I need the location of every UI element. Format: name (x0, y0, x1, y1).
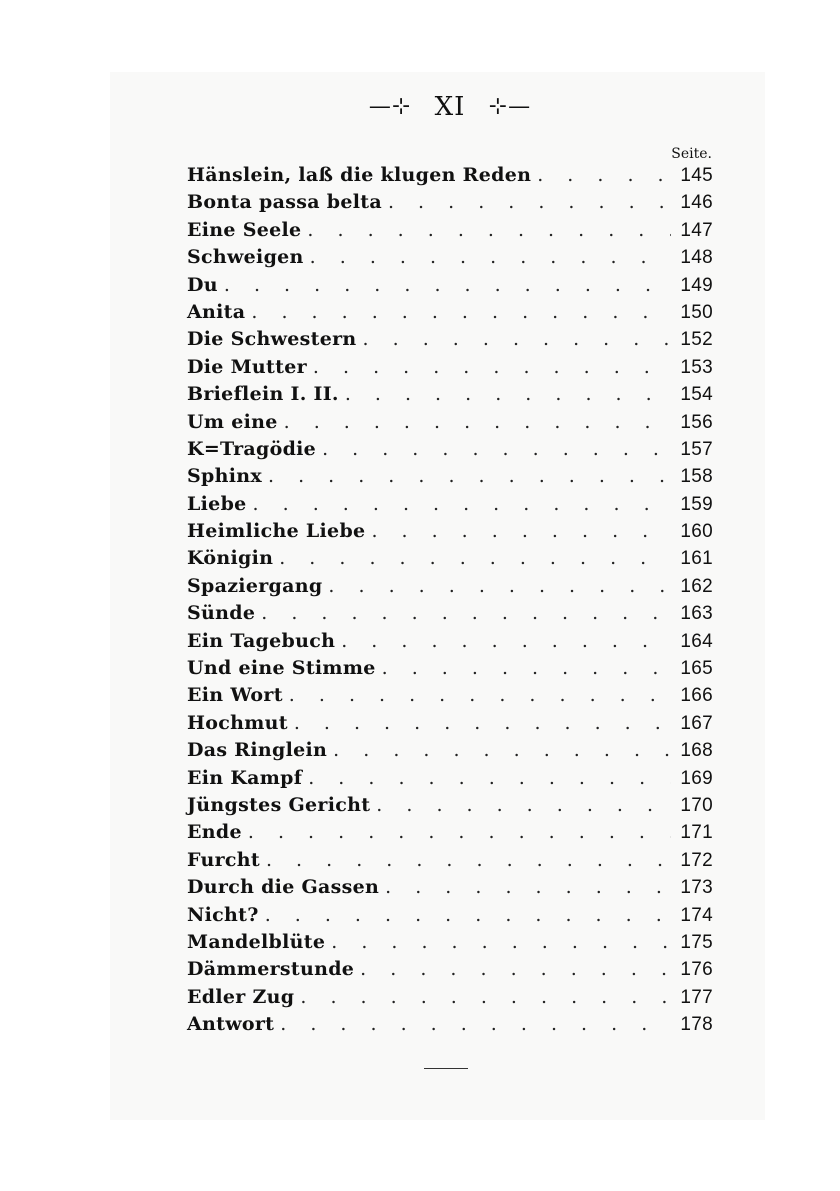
toc-entry-page: 166 (680, 685, 713, 707)
dot-leader (284, 409, 671, 436)
dot-leader (376, 792, 671, 819)
toc-entry (187, 409, 713, 436)
toc-entry (187, 682, 713, 709)
toc-entry-page: 177 (680, 986, 713, 1008)
toc-entry-title: Hochmut (187, 711, 288, 734)
toc-entry (187, 902, 713, 929)
dot-leader (279, 545, 671, 572)
dot-leader (265, 902, 671, 929)
dot-leader (382, 655, 671, 682)
toc-entry-page: 167 (680, 712, 713, 734)
ornament-right: ⊹— (488, 94, 532, 119)
dot-leader (266, 847, 671, 874)
dot-leader (360, 956, 671, 983)
toc-entry-page: 168 (680, 740, 713, 762)
dot-leader (294, 710, 671, 737)
toc-entry (187, 1011, 713, 1038)
toc-entry-page: 163 (680, 603, 713, 625)
toc-entry-page: 153 (680, 356, 713, 378)
dot-leader (280, 1011, 671, 1038)
toc-entry-title: Sphinx (187, 465, 262, 488)
end-rule (424, 1068, 468, 1069)
dot-leader (310, 244, 671, 271)
dot-leader (537, 162, 671, 189)
toc-entry (187, 436, 713, 463)
toc-entry-page: 159 (680, 493, 713, 515)
dot-leader (268, 463, 671, 490)
dot-leader (331, 929, 671, 956)
toc-entry-title: Anita (187, 300, 246, 323)
toc-entry-title: Spaziergang (187, 574, 323, 597)
toc-entry-page: 158 (680, 466, 713, 488)
toc-entry-page: 150 (680, 301, 713, 323)
table-of-contents (187, 162, 713, 1039)
toc-entry (187, 573, 713, 600)
toc-entry (187, 874, 713, 901)
toc-entry-title: Dämmerstunde (187, 958, 355, 981)
toc-entry (187, 463, 713, 490)
toc-entry-title: Mandelblüte (187, 930, 326, 953)
toc-entry-title: Eine Seele (187, 218, 302, 241)
toc-entry-title: Ein Wort (187, 684, 283, 707)
toc-entry (187, 628, 713, 655)
toc-entry (187, 326, 713, 353)
toc-entry-title: Königin (187, 547, 274, 570)
toc-entry-page: 169 (680, 767, 713, 789)
dot-leader (385, 874, 671, 901)
toc-entry-page: 161 (680, 548, 713, 570)
toc-entry-title: Und eine Stimme (187, 657, 376, 680)
toc-entry (187, 792, 713, 819)
dot-leader (341, 628, 671, 655)
toc-entry-title: Schweigen (187, 246, 304, 269)
toc-entry (187, 710, 713, 737)
toc-entry-title: Nicht? (187, 903, 259, 926)
toc-entry-title: Um eine (187, 410, 278, 433)
toc-entry-title: Ende (187, 821, 242, 844)
toc-entry (187, 299, 713, 326)
dot-leader (289, 682, 671, 709)
column-label: Seite. (671, 146, 712, 162)
toc-entry-page: 162 (680, 575, 713, 597)
toc-entry (187, 765, 713, 792)
toc-entry-title: Antwort (187, 1013, 275, 1036)
toc-entry-title: Das Ringlein (187, 739, 328, 762)
toc-entry-page: 164 (680, 630, 713, 652)
toc-entry-title: Hänslein, laß die klugen Reden (187, 164, 532, 186)
dot-leader (251, 299, 671, 326)
toc-entry-page: 149 (680, 274, 713, 296)
toc-entry-title: Brieflein I. II. (187, 383, 339, 406)
dot-leader (308, 765, 671, 792)
toc-entry-title: Edler Zug (187, 985, 295, 1008)
toc-entry-page: 170 (680, 794, 713, 816)
toc-entry-title: Heimliche Liebe (187, 520, 366, 543)
dot-leader (224, 272, 671, 299)
dot-leader (307, 217, 671, 244)
toc-entry-title: Sünde (187, 602, 256, 625)
toc-entry (187, 491, 713, 518)
dot-leader (333, 737, 671, 764)
toc-entry-title: Du (187, 273, 218, 296)
toc-entry (187, 354, 713, 381)
toc-entry-page: 160 (680, 521, 713, 543)
toc-entry (187, 737, 713, 764)
toc-entry-page: 156 (680, 411, 713, 433)
toc-entry-title: Durch die Gassen (187, 876, 380, 899)
toc-entry-title: Die Schwestern (187, 328, 357, 351)
toc-entry-page: 148 (680, 247, 713, 269)
toc-entry (187, 600, 713, 627)
toc-entry-title: Furcht (187, 848, 260, 871)
toc-entry (187, 244, 713, 271)
toc-entry (187, 272, 713, 299)
toc-entry (187, 162, 713, 189)
toc-entry-page: 145 (680, 165, 713, 186)
toc-entry (187, 655, 713, 682)
toc-entry (187, 984, 713, 1011)
toc-entry-page: 176 (680, 959, 713, 981)
toc-entry-page: 173 (680, 877, 713, 899)
toc-entry (187, 929, 713, 956)
dot-leader (261, 600, 671, 627)
toc-entry (187, 847, 713, 874)
dot-leader (300, 984, 671, 1011)
toc-entry-title: Liebe (187, 492, 247, 515)
toc-entry (187, 956, 713, 983)
toc-entry-title: Bonta passa belta (187, 191, 382, 214)
toc-entry-page: 172 (680, 849, 713, 871)
dot-leader (328, 573, 671, 600)
toc-entry-page: 147 (680, 219, 713, 241)
dot-leader (313, 354, 671, 381)
dot-leader (371, 518, 671, 545)
page-header (0, 92, 840, 122)
toc-entry (187, 189, 713, 216)
dot-leader (322, 436, 671, 463)
page-number: XI (434, 92, 466, 122)
dot-leader (248, 819, 671, 846)
toc-entry (187, 819, 713, 846)
toc-entry (187, 518, 713, 545)
ornament-left: —⊹ (368, 94, 412, 119)
toc-entry-page: 174 (680, 904, 713, 926)
toc-entry-title: Ein Tagebuch (187, 629, 336, 652)
toc-entry-page: 157 (680, 438, 713, 460)
toc-entry (187, 217, 713, 244)
toc-entry-page: 152 (680, 329, 713, 351)
toc-entry-page: 178 (680, 1014, 713, 1036)
toc-entry-title: Ein Kampf (187, 766, 303, 789)
dot-leader (388, 189, 671, 216)
toc-entry-title: Die Mutter (187, 355, 307, 378)
toc-entry-title: K=Tragödie (187, 437, 317, 460)
dot-leader (253, 491, 671, 518)
toc-entry (187, 381, 713, 408)
toc-entry-page: 165 (680, 658, 713, 680)
toc-entry (187, 545, 713, 572)
dot-leader (345, 381, 671, 408)
toc-entry-title: Jüngstes Gericht (187, 793, 371, 816)
toc-entry-page: 146 (680, 192, 713, 214)
toc-entry-page: 171 (680, 822, 713, 844)
toc-entry-page: 175 (680, 931, 713, 953)
dot-leader (363, 326, 671, 353)
toc-entry-page: 154 (680, 384, 713, 406)
